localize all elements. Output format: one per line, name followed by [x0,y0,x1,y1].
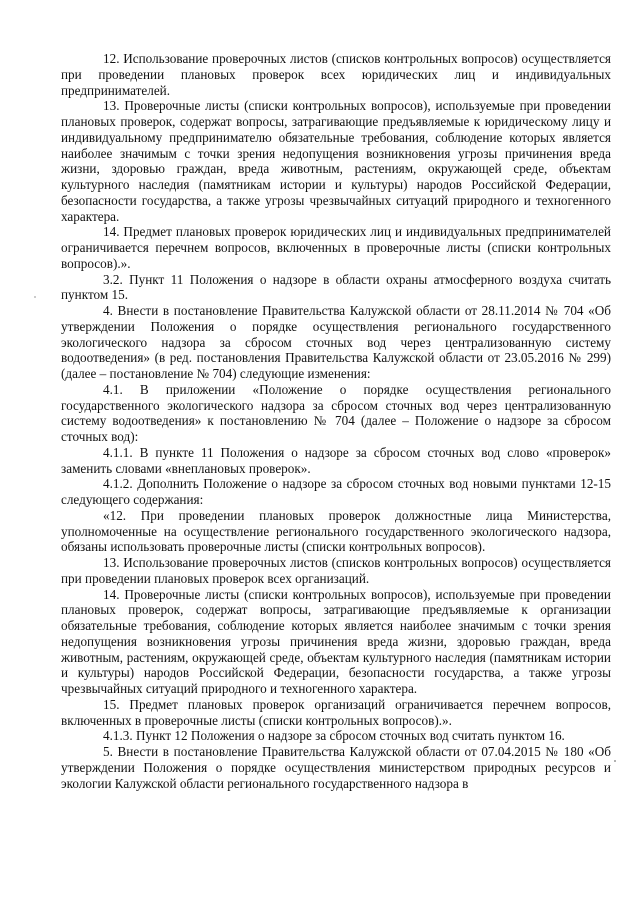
paragraph-clause-4-1-2: 4.1.2. Дополнить Положение о надзоре за сбросом сточных вод новыми пунктами 12-15 следующего содержания: [61,476,611,507]
paragraph-clause-4-1: 4.1. В приложении «Положение о порядке осуществления регионального государственного экологического надзора за сбросом сточных вод через централизованную систему водоотведения» к постановлению № 704 (далее – Положение о надзоре за сбросом сточных вод): [61,381,611,444]
paragraph-clause-5: 5. Внести в постановление Правительства Калужской области от 07.04.2015 № 180 «Об утверждении Положения о порядке осуществления министерством природных ресурсов и экологии Калужской области регионального государственного надзора в [61,744,611,791]
paragraph-clause-3-2: 3.2. Пункт 11 Положения о надзоре в области охраны атмосферного воздуха считать пунктом 15. [61,271,611,303]
paragraph-item-14: 14. Предмет плановых проверок юридических лиц и индивидуальных предпринимателей ограничивается перечнем вопросов, включенных в проверочные листы (списки контрольных вопросов).». [61,224,611,271]
scan-speck [34,296,36,298]
paragraph-item-13: 13. Проверочные листы (списки контрольных вопросов), используемые при проведении плановых проверок, содержат вопросы, затрагивающие предъявляемые к юридическому лицу и индивидуальному предпринимателю обязательные требования, соблюдение которых является наиболее значимым с точки зрения недопущения возникновения угрозы причинения вреда жизни, здоровью граждан, вреда животным, растениям, окружающей среде, объектам культурного наследия (памятникам истории и культуры) народов Российской Федерации, безопасности государства, а также угрозы чрезвычайных ситуаций природного и техногенного характера. [61,98,611,224]
paragraph-clause-4: 4. Внести в постановление Правительства Калужской области от 28.11.2014 № 704 «Об утверждении Положения о порядке осуществления регионального государственного экологического надзора за сбросом сточных вод через централизованную систему водоотведения» (в ред. постановления Правительства Калужской области от 23.05.2016 № 299) (далее – постановление № 704) следующие изменения: [61,303,611,381]
paragraph-clause-4-1-1: 4.1.1. В пункте 11 Положения о надзоре за сбросом сточных вод слово «проверок» заменить словами «внеплановых проверок». [61,444,611,476]
paragraph-new-item-13: 13. Использование проверочных листов (списков контрольных вопросов) осуществляется при проведении плановых проверок всех организаций. [61,555,611,586]
paragraph-item-12: 12. Использование проверочных листов (списков контрольных вопросов) осуществляется при проведении плановых проверок всех юридических лиц и индивидуальных предпринимателей. [61,51,611,98]
paragraph-new-item-12: «12. При проведении плановых проверок должностные лица Министерства, уполномоченные на осуществление регионального государственного экологического надзора, обязаны использовать проверочные листы (списки контрольных вопросов). [61,507,611,555]
paragraph-new-item-14: 14. Проверочные листы (списки контрольных вопросов), используемые при проведении плановых проверок, содержат вопросы, затрагивающие предъявляемые к организации обязательные требования, соблюдение которых является наиболее значимым с точки зрения недопущения возникновения угрозы причинения вреда жизни, здоровью граждан, вреда животным, растениям, окружающей среде, объектам культурного наследия (памятникам истории и культуры) народов Российской Федерации, безопасности государства, а также угрозы чрезвычайных ситуаций природного и техногенного характера. [61,586,611,696]
paragraph-new-item-15: 15. Предмет плановых проверок организаций ограничивается перечнем вопросов, включенных в проверочные листы (списки контрольных вопросов).». [61,696,611,728]
paragraph-clause-4-1-3: 4.1.3. Пункт 12 Положения о надзоре за сбросом сточных вод считать пунктом 16. [103,728,565,744]
document-page [61,51,611,791]
scan-speck [614,760,616,762]
